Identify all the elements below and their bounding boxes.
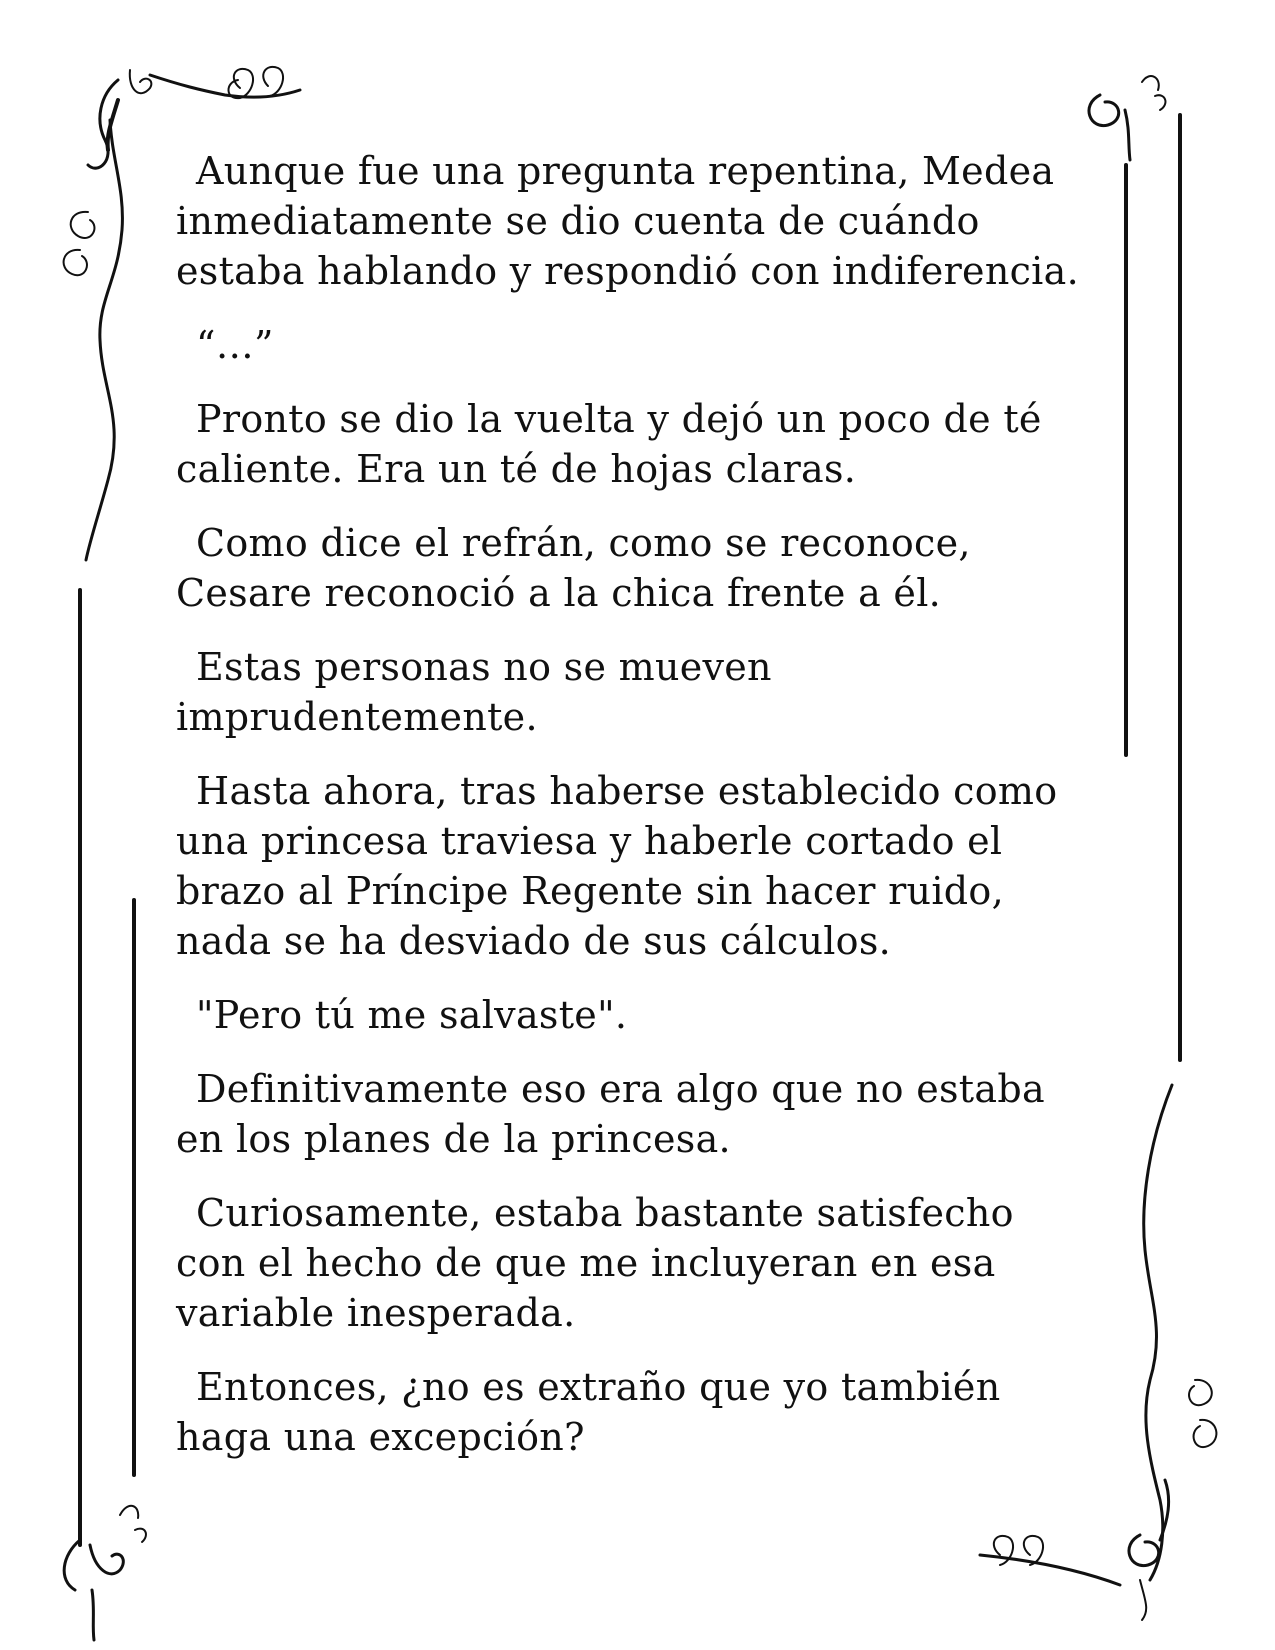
chapter-text (176, 146, 1091, 1486)
paragraph-3: Pronto se dio la vuelta y dejó un poco de té caliente. Era un té de hojas claras. (176, 397, 1042, 491)
paragraph-7: "Pero tú me salvaste". (196, 993, 628, 1037)
paragraph-1: Aunque fue una pregunta repentina, Medea inmediatamente se dio cuenta de cuándo estaba hablando y respondió con indiferencia. (176, 149, 1079, 293)
paragraph-2: “…” (196, 323, 274, 367)
paragraph-10: Entonces, ¿no es extraño que yo también haga una excepción? (176, 1365, 1001, 1459)
paragraph-8: Definitivamente eso era algo que no estaba en los planes de la princesa. (176, 1067, 1045, 1161)
paragraph-6: Hasta ahora, tras haberse establecido como una princesa traviesa y haberle cortado el brazo al Príncipe Regente sin hacer ruido, nada se ha desviado de sus cálculos. (176, 769, 1058, 963)
paragraph-5: Estas personas no se mueven imprudentemente. (176, 645, 772, 739)
top-right-flourish (1089, 76, 1165, 160)
bottom-left-flourish (64, 1506, 146, 1640)
paragraph-4: Como dice el refrán, como se reconoce, Cesare reconoció a la chica frente a él. (176, 521, 971, 615)
paragraph-9: Curiosamente, estaba bastante satisfecho con el hecho de que me incluyeran en esa variable inesperada. (176, 1191, 1014, 1335)
